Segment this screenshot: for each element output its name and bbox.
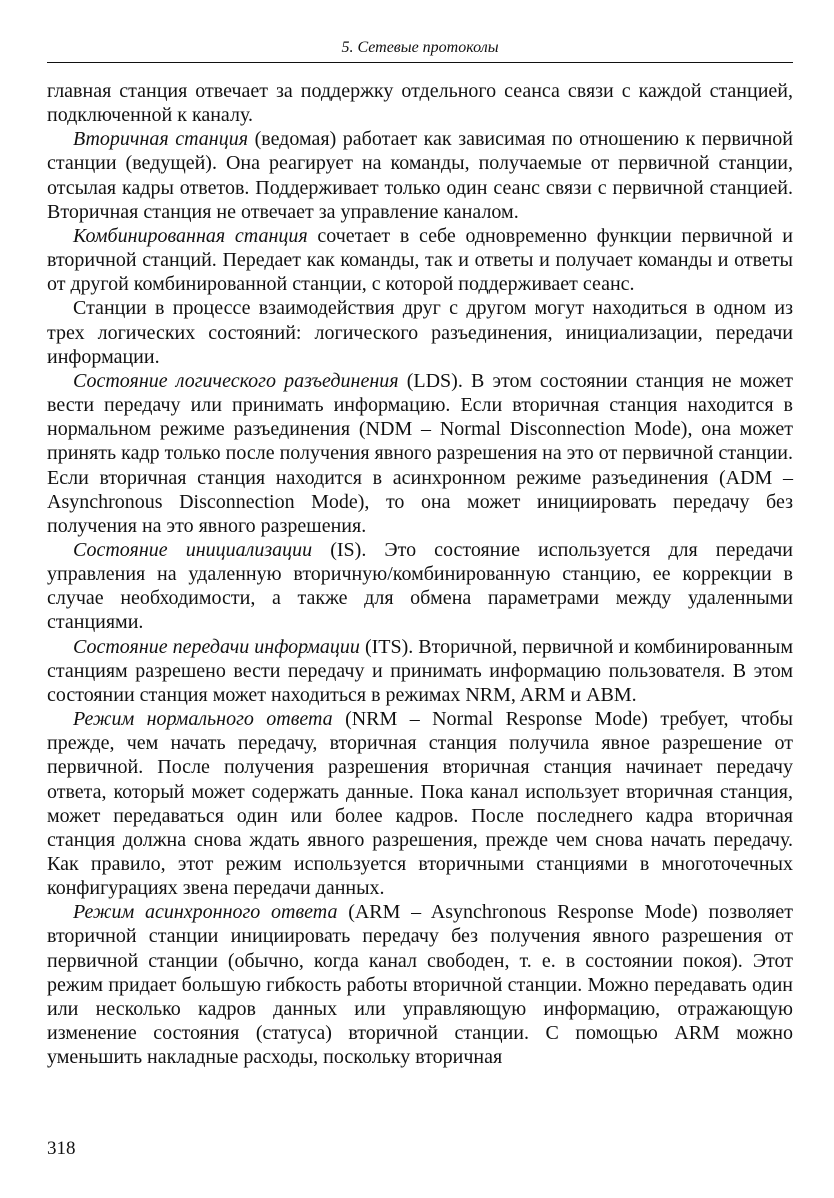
paragraph-lds [47, 369, 793, 538]
paragraph-secondary-station [47, 127, 793, 224]
term-asynchronous-response-mode: Режим асинхронного ответа [73, 901, 338, 924]
paragraph-its [47, 635, 793, 707]
term-logical-disconnect-state: Состояние логического разъединения [73, 369, 399, 392]
paragraph-text: (LDS). В этом состоянии станция не может вести передачу или принимать информацию. Если вторичная станция находится в нормальном режиме разъединения (NDM – Normal Disconnection Mode), она может принять кадр только после получения явного разрешения на это от первичной станции. Если вторичная станция находится в асинхронном режиме разъединения (ADM – Asynchronous Disconnection Mode), то она может инициировать передачу без получения на это явного разрешения. [47, 369, 793, 537]
paragraph-text: (IS). Это состояние используется для передачи управления на удаленную вторичную/комбинированную станцию, ее коррекции в случае необходимости, а также для обмена параметрами между удаленными станциями. [47, 538, 794, 634]
paragraph-nrm [47, 707, 793, 900]
paragraph-continuation [47, 79, 793, 127]
paragraph-text: (ARM – Asynchronous Response Mode) позволяет вторичной станции инициировать передачу без получения явного разрешения от первичной станции (обычно, когда канал свободен, т. е. в состоянии покоя). Этот режим придает большую гибкость работы вторичной станции. Можно передавать один или несколько кадров данных или управляющую информацию, отражающую изменение состояния (статуса) вторичной станции. С помощью ARM можно уменьшить накладные расходы, поскольку вторичная [47, 901, 793, 1069]
page-number: 318 [47, 1138, 76, 1159]
paragraph-text: (ITS). Вторичной, первичной и комбинированным станциям разрешено вести передачу и принимать информацию пользователя. В этом состоянии станция может находиться в режимах NRM, ARM и ABM. [47, 635, 793, 706]
paragraph-logical-states [47, 296, 793, 368]
paragraph-text: главная станция отвечает за поддержку отдельного сеанса связи с каждой станцией, подключенной к каналу. [47, 80, 793, 127]
paragraph-is [47, 538, 793, 635]
term-secondary-station: Вторичная станция [73, 128, 249, 151]
paragraph-text: сочетает в себе одновременно функции первичной и вторичной станций. Передает как команды, так и ответы и получает команды и ответы от другой комбинированной станции, с которой поддерживает сеанс. [47, 224, 793, 296]
term-normal-response-mode: Режим нормального ответа [73, 708, 333, 731]
page-body [47, 79, 793, 1069]
paragraph-text: Станции в процессе взаимодействия друг с другом могут находиться в одном из трех логических состояний: логического разъединения, инициализации, передачи информации. [47, 297, 793, 368]
paragraph-text: (ведомая) работает как зависимая по отношению к первичной станции (ведущей). Она реагирует на команды, получаемые от первичной станции, отсылая кадры ответов. Поддерживает только один сеанс связи с первичной станцией. Вторичная станция не отвечает за управление каналом. [47, 128, 793, 223]
chapter-title: 5. Сетевые протоколы [341, 39, 499, 56]
running-header [47, 34, 793, 63]
term-initialization-state: Состояние инициализации [73, 538, 313, 561]
paragraph-combined-station [47, 224, 793, 296]
paragraph-text: (NRM – Normal Response Mode) требует, чтобы прежде, чем начать передачу, вторичная станция получила явное разрешение от первичной. После получения разрешения вторичная станция начинает передачу ответа, который может содержать данные. Пока канал использует вторичная станция, может передаваться один или более кадров. После последнего кадра вторичная станция должна снова ждать явного разрешения, прежде чем снова начать передачу. Как правило, этот режим используется вторичными станциями в многоточечных конфигурациях звена передачи данных. [47, 708, 793, 900]
paragraph-arm [47, 900, 793, 1069]
term-information-transfer-state: Состояние передачи информации [73, 635, 360, 658]
term-combined-station: Комбинированная станция [73, 224, 308, 247]
